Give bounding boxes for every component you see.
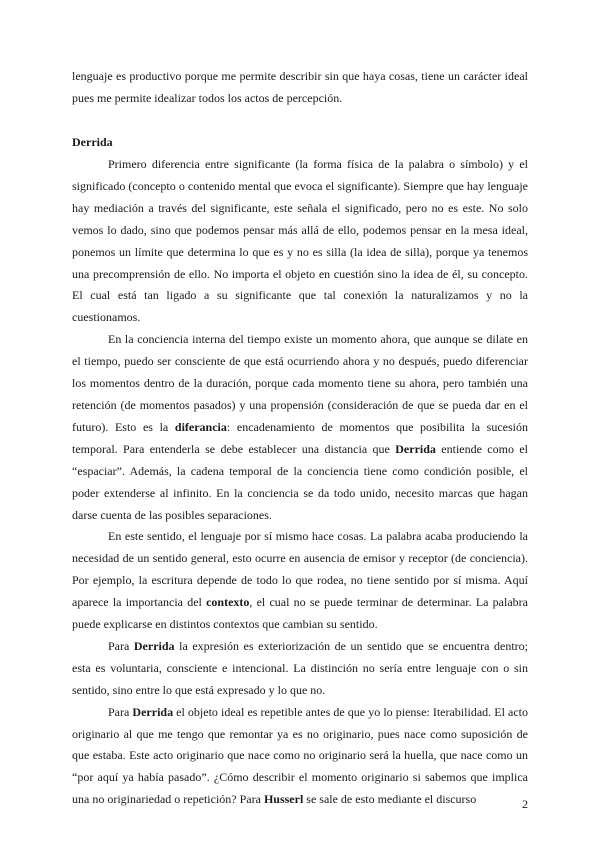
author-derrida: Derrida	[132, 704, 174, 719]
paragraph-5	[72, 702, 528, 812]
paragraph-5-text-c: el objeto ideal es repetible antes de que yo lo piense: Iterabilidad. El acto originario al que me tengo que remontar ya es no originario, pues nace como suposición de que estaba. Este acto originario que nace como no originario será la huella, que nace como un “por aquí ya había pasado”. ¿Cómo describir el momento originario si sabemos que implica una no originariedad o repetición? Para	[72, 704, 528, 807]
paragraph-5-text-e: se sale de esto mediante el discurso	[303, 792, 477, 807]
paragraph-5-text-a: Para	[108, 704, 133, 719]
author-derrida: Derrida	[133, 638, 175, 653]
paragraph-2-text-c: : encadenamiento de momentos que posibilita la sucesión temporal. Para entenderla se debe establecer una distancia que	[72, 419, 528, 456]
paragraph-1: Primero diferencia entre significante (la forma física de la palabra o símbolo) y el significado (concepto o contenido mental que evoca el significante). Siempre que hay lenguaje hay mediación a través del significante, este señala el significado, pero no es este. No solo vemos lo dado, sino que podemos pensar más allá de ello, podemos pensar en la mesa ideal, ponemos un límite que determina lo que es y no es silla (la idea de silla), porque ya tenemos una precomprensión de ello. No importa el objeto en cuestión sino la idea de él, su concepto. El cual está tan ligado a su significante que tal conexión la naturalizamos y no la cuestionamos.	[72, 157, 528, 325]
paragraph-3-text-c: , el cual no se puede terminar de determinar. La palabra puede explicarse en distintos contextos que cambian su sentido.	[72, 595, 528, 632]
section-heading: Derrida	[72, 135, 113, 149]
intro-block	[72, 66, 528, 110]
section-body	[72, 154, 528, 811]
term-diferancia: diferancia	[174, 419, 227, 434]
paragraph-4	[72, 636, 528, 702]
intro-paragraph: lenguaje es productivo porque me permite describir sin que haya cosas, tiene un carácter ideal pues me permite idealizar todos los actos de percepción.	[72, 69, 528, 105]
paragraph-2-text-e: entiende como el “espaciar”. Además, la cadena temporal de la conciencia tiene como condición posible, el poder extenderse al infinito. En la conciencia se da todo unido, necesito marcas que hagan darse cuenta de las posibles separaciones.	[72, 441, 529, 522]
paragraph-4-text-a: Para	[108, 638, 134, 653]
paragraph-2-text-a: En la conciencia interna del tiempo existe un momento ahora, que aunque se dilate en el tiempo, puedo ser consciente de que está ocurriendo ahora y no después, puedo diferenciar los momentos dentro de la duración, porque cada momento tiene su ahora, pero también una retención (de momentos pasados) y una propensión (consideración de que se pueda dar en el futuro). Esto es la	[72, 332, 528, 434]
paragraph-4-text-c: la expresión es exteriorización de un sentido que se encuentra dentro; esta es voluntaria, consciente e intencional. La distinción no sería entre lenguaje con o sin sentido, sino entre lo que está expresado y lo que no.	[72, 638, 528, 697]
paragraph-3-text-a: En este sentido, el lenguaje por sí mismo hace cosas. La palabra acaba produciendo la necesidad de un sentido general, esto ocurre en ausencia de emisor y receptor (de conciencia). Por ejemplo, la escritura depende de todo lo que rodea, no tiene sentido por sí misma. Aquí aparece la importancia del	[72, 529, 528, 610]
paragraph-2	[72, 329, 528, 526]
author-husserl: Husserl	[263, 792, 304, 807]
author-derrida: Derrida	[395, 441, 436, 456]
paragraph-3	[72, 526, 528, 636]
page-number: 2	[522, 797, 528, 811]
term-contexto: contexto	[206, 595, 250, 610]
